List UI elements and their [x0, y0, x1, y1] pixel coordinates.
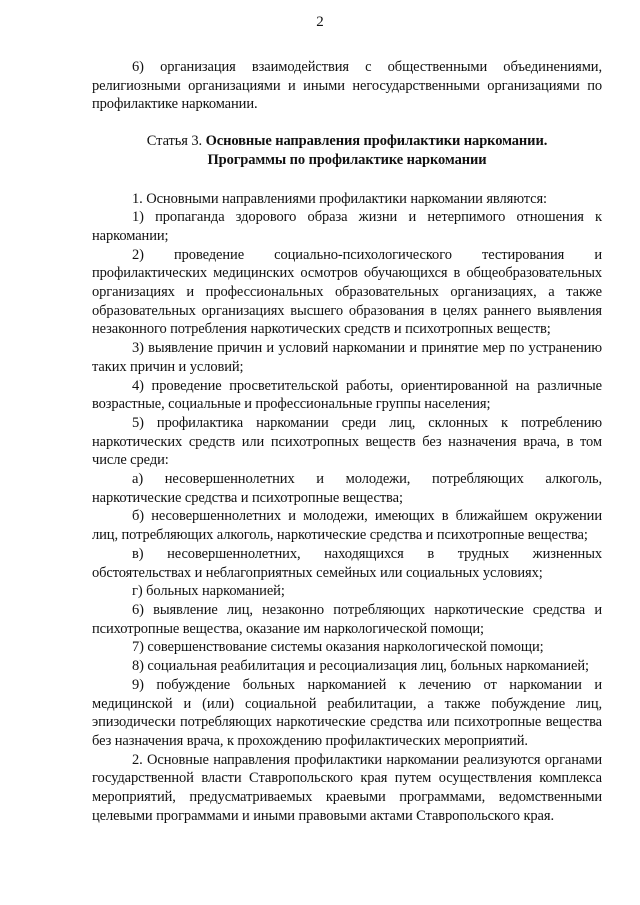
article-title-line1: Основные направления профилактики наркомании. — [205, 133, 548, 150]
paragraph: б) несовершеннолетних и молодежи, имеющих в ближайшем окружении лиц, потребляющих алкоголь, наркотические средства и психотропные вещества; — [92, 508, 602, 544]
paragraph: 1. Основными направлениями профилактики наркомании являются: — [132, 190, 547, 207]
article-prefix: Статья 3. — [146, 133, 203, 150]
article-heading — [92, 132, 602, 169]
paragraph-intro: 6) организация взаимодействия с общественными объединениями, религиозными организациями и иными негосударственными организациями по профилактике наркомании. — [92, 59, 602, 113]
paragraph: 9) побуждение больных наркоманией к лечению от наркомании и медицинской и (или) социальной реабилитации, а также побуждение лиц, эпизодически потребляющих наркотические средства или психотропные вещества без назначения врача, к прохождению профилактических мероприятий. — [92, 676, 602, 749]
paragraph: 7) совершенствование системы оказания наркологической помощи; — [132, 639, 544, 656]
paragraph: 2) проведение социально-психологического тестирования и профилактических медицинских осмотров обучающихся в общеобразовательных организациях и профессиональных образовательных организациях, а также образовательных организациях высшего образования в целях раннего выявления незаконного потребления наркотических средств и психотропных веществ; — [92, 246, 602, 338]
page-number: 2 — [316, 14, 324, 30]
paragraph: 5) профилактика наркомании среди лиц, склонных к потреблению наркотических средств или психотропных веществ без назначения врача, в том числе среди: — [92, 414, 602, 469]
paragraph: 6) выявление лиц, незаконно потребляющих наркотические средства и психотропные вещества, оказание им наркологической помощи; — [92, 601, 602, 637]
paragraph: 2. Основные направления профилактики наркомании реализуются органами государственной власти Ставропольского края путем осуществления комплекса мероприятий, предусматриваемых краевыми программами, ведомственными целевыми программами и иными правовыми актами Ставропольского края. — [92, 751, 602, 824]
paragraph: 4) проведение просветительской работы, ориентированной на различные возрастные, социальные и профессиональные группы населения; — [92, 377, 602, 413]
paragraph: 3) выявление причин и условий наркомании и принятие мер по устранению таких причин и условий; — [92, 340, 602, 375]
paragraph: г) больных наркоманией; — [132, 583, 285, 600]
paragraph: 8) социальная реабилитация и ресоциализация лиц, больных наркоманией; — [132, 658, 589, 675]
article-title-line2: Программы по профилактике наркомании — [207, 151, 487, 168]
paragraph: в) несовершеннолетних, находящихся в трудных жизненных обстоятельствах и неблагоприятных семейных или социальных условиях; — [92, 545, 602, 581]
document-body — [92, 58, 602, 825]
paragraph: а) несовершеннолетних и молодежи, потребляющих алкоголь, наркотические средства и психотропные вещества; — [92, 471, 602, 506]
paragraph: 1) пропаганда здорового образа жизни и нетерпимого отношения к наркомании; — [92, 209, 602, 244]
